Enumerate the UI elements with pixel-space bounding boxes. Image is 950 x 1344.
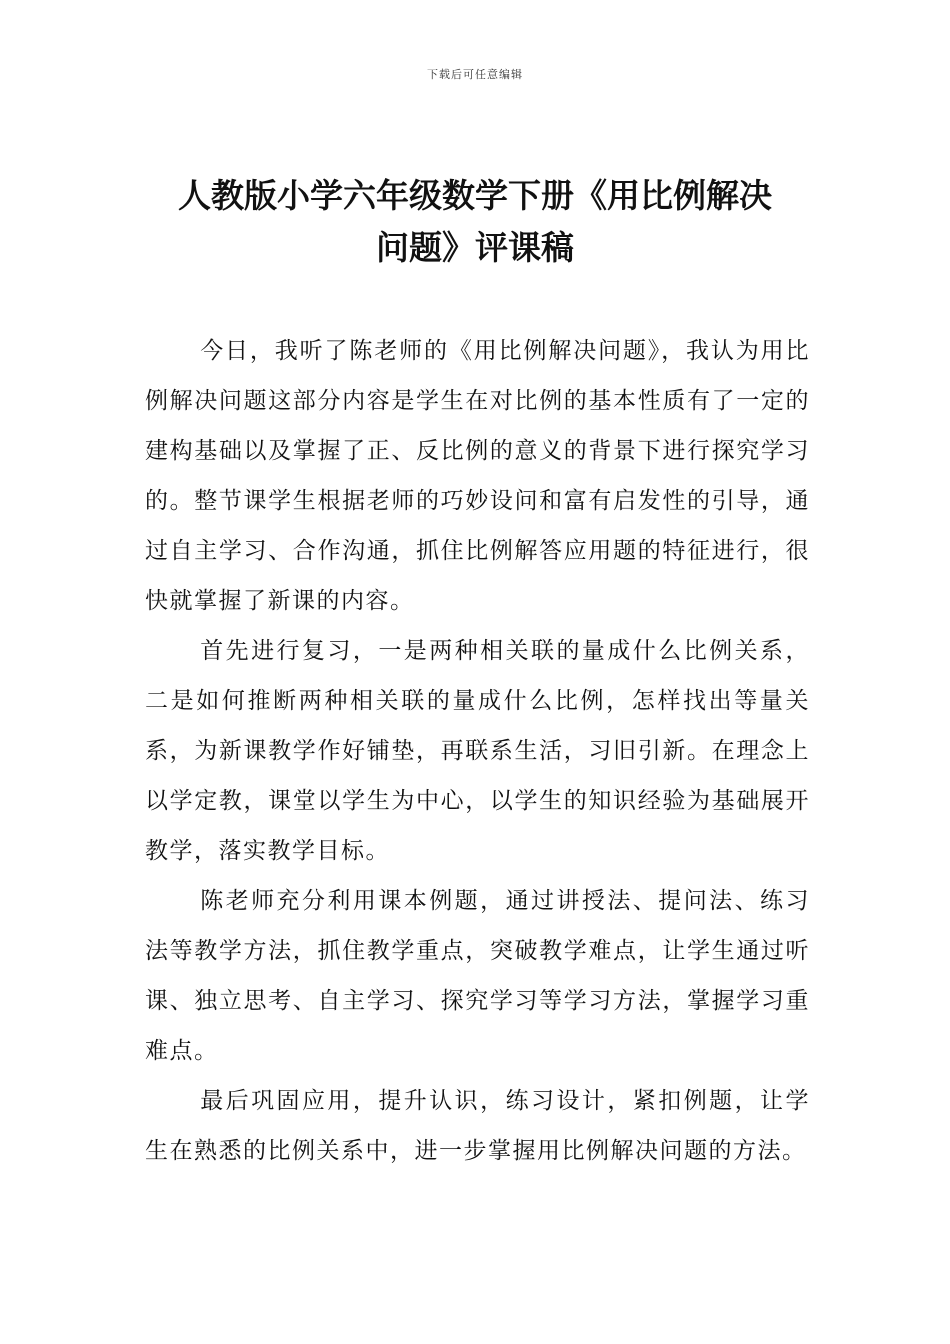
paragraph-intro: 今日，我听了陈老师的《用比例解决问题》，我认为用比例解决问题这部分内容是学生在对比例的基本性质有了一定的建构基础以及掌握了正、反比例的意义的背景下进行探究学习的。整节课学生根据老师的巧妙设问和富有启发性的引导，通过自主学习、合作沟通，抓住比例解答应用题的特征进行，很快就掌握了新课的内容。	[145, 338, 810, 614]
title-line-2: 问题》评课稿	[376, 228, 574, 267]
document-title	[140, 170, 810, 274]
paragraph-conclusion: 最后巩固应用，提升认识，练习设计，紧扣例题，让学生在熟悉的比例关系中，进一步掌握用比例解决问题的方法。	[145, 1088, 810, 1164]
paragraph-review: 首先进行复习，一是两种相关联的量成什么比例关系，二是如何推断两种相关联的量成什么比例，怎样找出等量关系，为新课教学作好铺垫，再联系生活，习旧引新。在理念上以学定教，课堂以学生为中心，以学生的知识经验为基础展开教学，落实教学目标。	[145, 638, 810, 864]
document-body	[145, 326, 810, 1176]
title-line-1: 人教版小学六年级数学下册《用比例解决	[178, 176, 772, 215]
paragraph-teaching-methods: 陈老师充分利用课本例题，通过讲授法、提问法、练习法等教学方法，抓住教学重点，突破教学难点，让学生通过听课、独立思考、自主学习、探究学习等学习方法，掌握学习重难点。	[145, 888, 810, 1064]
header-note: 下载后可任意编辑	[427, 68, 523, 81]
